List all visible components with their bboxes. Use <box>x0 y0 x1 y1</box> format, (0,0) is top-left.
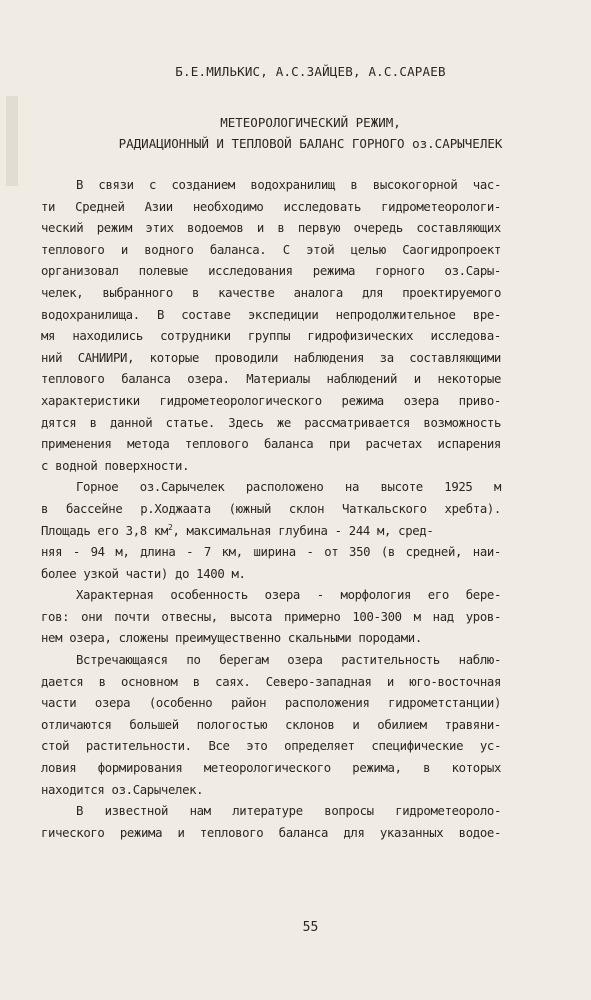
body-line: водохранилища. В составе экспедиции непродолжительное вре- <box>41 307 501 322</box>
body-line: теплового баланса озера. Материалы наблюдений и некоторые <box>41 372 501 387</box>
body-line: теплового и водного баланса. С этой целью Саогидропроект <box>41 242 501 257</box>
body-line: отличаются большей пологостью склонов и обилием травяни- <box>41 717 501 732</box>
area-text-tail: , максимальная глубина - 244 м, сред- <box>172 523 434 538</box>
body-line: организовал полевые исследования режима горного оз.Сары- <box>41 264 501 279</box>
body-line: стой растительности. Все это определяет специфические ус- <box>41 739 501 754</box>
body-line: В связи с созданием водохранилищ в высокогорной час- <box>76 178 501 192</box>
body-line: дятся в данной статье. Здесь же рассматривается возможность <box>41 415 501 430</box>
page-number: 55 <box>302 920 319 935</box>
body-line: ческий режим этих водоемов и в первую очередь составляющих <box>41 221 501 236</box>
body-line: с водной поверхности. <box>41 458 190 473</box>
area-text: Площадь его 3,8 км <box>41 523 168 538</box>
body-line: нем озера, сложены преимущественно скальными породами. <box>41 631 422 646</box>
body-line: ловия формирования метеорологического режима, в которых <box>41 761 501 776</box>
body-line: В известной нам литературе вопросы гидрометеороло- <box>76 804 501 819</box>
body-line: Встречающаяся по берегам озера растительность наблю- <box>76 653 501 668</box>
body-line: части озера (особенно район расположения гидрометстанции) <box>41 696 501 711</box>
body-line: находится оз.Сарычелек. <box>41 782 204 797</box>
body-line: мя находились сотрудники группы гидрофизических исследова- <box>41 329 501 344</box>
body-line-with-superscript <box>41 521 501 543</box>
authors-line: Б.Е.МИЛЬКИС, А.С.ЗАЙЦЕВ, А.С.САРАЕВ <box>175 64 446 79</box>
superscript: 2 <box>167 522 173 532</box>
body-line: ний САНИИРИ, которые проводили наблюдения за составляющими <box>41 350 501 365</box>
article-body <box>41 175 501 844</box>
body-line: более узкой части) до 1400 м. <box>41 566 246 581</box>
article-title <box>0 112 591 154</box>
title-line: РАДИАЦИОННЫЙ И ТЕПЛОВОЙ БАЛАНС ГОРНОГО оз.САРЫЧЕЛЕК <box>118 136 503 151</box>
body-line: дается в основном в саях. Северо-западная и юго-восточная <box>41 674 501 689</box>
body-line: характеристики гидрометеорологического режима озера приво- <box>41 393 501 408</box>
body-line: няя - 94 м, длина - 7 км, ширина - от 350 (в средней, наи- <box>41 545 501 560</box>
body-line: гов: они почти отвесны, высота примерно 100-300 м над уров- <box>41 609 501 624</box>
body-line: гического режима и теплового баланса для указанных водое- <box>41 825 501 840</box>
body-line: Горное оз.Сарычелек расположено на высоте 1925 м <box>76 480 501 495</box>
body-line: челек, выбранного в качестве аналога для проектируемого <box>41 285 501 300</box>
body-line: ти Средней Азии необходимо исследовать гидрометеорологи- <box>41 199 501 214</box>
body-line: в бассейне р.Ходжаата (южный склон Чаткальского хребта). <box>41 501 501 516</box>
body-line: Характерная особенность озера - морфология его бере- <box>76 588 501 603</box>
title-line: МЕТЕОРОЛОГИЧЕСКИЙ РЕЖИМ, <box>220 115 401 130</box>
body-line: применения метода теплового баланса при расчетах испарения <box>41 437 501 452</box>
